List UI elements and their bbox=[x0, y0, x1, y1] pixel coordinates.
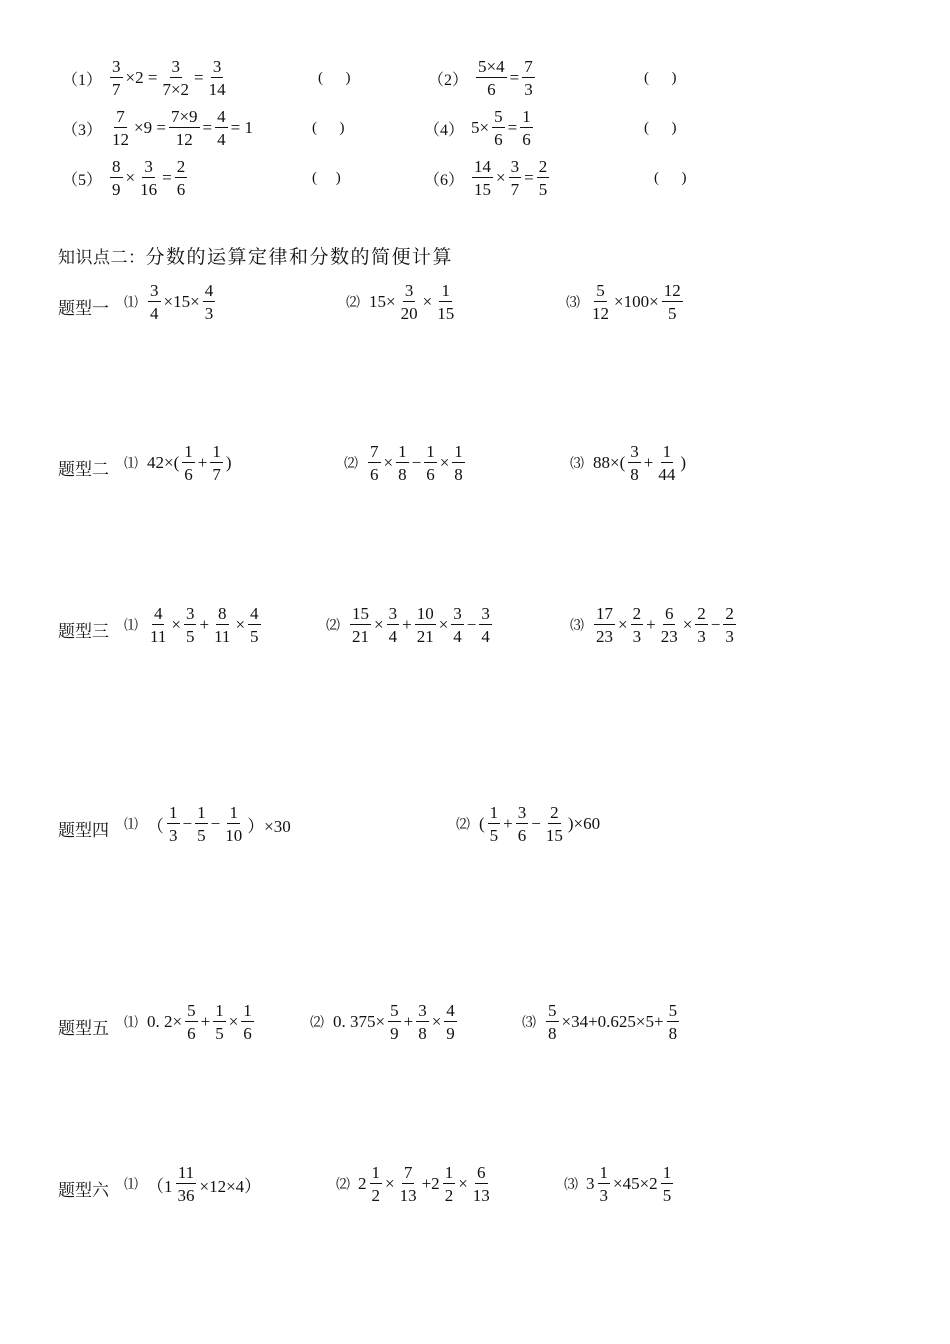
fraction: $\frac{1}{3}$ bbox=[599, 1163, 608, 1205]
problem-type-5 bbox=[58, 1002, 117, 1050]
math-expression: 88×( $\frac{3}{8}$ + $\frac{1}{44}$ ) bbox=[593, 442, 687, 484]
fraction: $\frac{17}{23}$ bbox=[596, 604, 613, 646]
fraction: $\frac{1}{8}$ bbox=[454, 442, 463, 484]
fraction: $\frac{4}{5}$ bbox=[250, 604, 259, 646]
fraction: $\frac{7}{13}$ bbox=[399, 1163, 417, 1205]
answer-blank[interactable]: ( ) bbox=[312, 170, 341, 186]
math-expression: $\frac{5}{8}$ ×34+0.625×5+ $\frac{5}{8}$ bbox=[548, 1001, 678, 1043]
fraction: $\frac{5}{6}$ bbox=[494, 107, 503, 149]
judge-expression: $\frac{8}{9}$ × $\frac{3}{16}$ = $\frac{2}{6}$ bbox=[112, 157, 186, 199]
problem-1-2 bbox=[346, 282, 458, 322]
fraction: $\frac{14}{15}$ bbox=[474, 157, 492, 199]
question-number: ⑵ bbox=[326, 619, 340, 634]
math-expression: 3 $\frac{1}{3}$ ×45×2 $\frac{1}{5}$ bbox=[586, 1163, 672, 1205]
math-expression: ( $\frac{1}{5}$ + $\frac{3}{6}$ − $\frac{2}{15}$ )×60 bbox=[479, 803, 601, 845]
fraction: $\frac{1}{6}$ bbox=[243, 1001, 252, 1043]
question-number: ⑴ bbox=[124, 457, 138, 472]
problem-2-1 bbox=[124, 443, 233, 483]
judge-label: （1） bbox=[62, 71, 103, 89]
judge-expression: $\frac{7}{12}$ ×9 = $\frac{7\times 9}{12}$ = $\frac{4}{4}$ = 1 bbox=[112, 107, 253, 149]
question-number: ⑵ bbox=[310, 1016, 324, 1031]
fraction: $\frac{3}{4}$ bbox=[388, 604, 398, 646]
question-number: ⑶ bbox=[570, 457, 584, 472]
fraction: $\frac{6}{23}$ bbox=[660, 604, 678, 646]
fraction: $\frac{15}{21}$ bbox=[352, 604, 369, 646]
problem-3-1 bbox=[124, 605, 263, 645]
fraction: $\frac{1}{44}$ bbox=[658, 442, 676, 484]
fraction: $\frac{2}{3}$ bbox=[697, 604, 706, 646]
section-title: 分数的运算定律和分数的简便计算 bbox=[145, 246, 454, 268]
fraction: $\frac{3}{4}$ bbox=[150, 281, 159, 323]
fraction: $\frac{1}{15}$ bbox=[437, 281, 455, 323]
question-number: ⑴ bbox=[124, 619, 138, 634]
judge-label: （5） bbox=[62, 171, 103, 189]
fraction: $\frac{3}{5}$ bbox=[185, 604, 195, 646]
question-number: ⑴ bbox=[124, 1016, 138, 1031]
math-expression: 0. 2× $\frac{5}{6}$ + $\frac{1}{5}$ × $\frac{1}{6}$ bbox=[147, 1001, 252, 1043]
problem-type-2 bbox=[58, 443, 117, 491]
problem-type-name: 题型一 bbox=[58, 298, 109, 318]
fraction: $\frac{7}{3}$ bbox=[524, 57, 533, 99]
judge-item-3 bbox=[62, 108, 254, 148]
fraction: $\frac{1}{6}$ bbox=[184, 442, 193, 484]
problem-5-3 bbox=[522, 1002, 681, 1042]
question-number: ⑵ bbox=[346, 296, 360, 311]
fraction: $\frac{4}{9}$ bbox=[446, 1001, 455, 1043]
fraction: $\frac{1}{5}$ bbox=[489, 803, 499, 845]
fraction: $\frac{4}{4}$ bbox=[217, 107, 226, 149]
problem-5-2 bbox=[310, 1002, 459, 1042]
problem-type-name: 题型二 bbox=[58, 459, 109, 479]
problem-3-3 bbox=[570, 605, 738, 645]
fraction: $\frac{1}{5}$ bbox=[197, 803, 206, 845]
problem-type-name: 题型四 bbox=[58, 820, 109, 840]
fraction: $\frac{11}{36}$ bbox=[177, 1163, 195, 1205]
question-number: ⑴ bbox=[124, 1178, 138, 1193]
math-expression: $\frac{4}{11}$ × $\frac{3}{5}$ + $\frac{8}{11}$ × $\frac{4}{5}$ bbox=[150, 604, 259, 646]
problem-3-2 bbox=[326, 605, 494, 645]
judge-label: （6） bbox=[424, 171, 465, 189]
fraction: $\frac{3}{7\times 2}$ bbox=[162, 57, 190, 99]
judge-label: （3） bbox=[62, 121, 103, 139]
fraction: $\frac{8}{9}$ bbox=[112, 157, 121, 199]
math-expression: 15× $\frac{3}{20}$ × $\frac{1}{15}$ bbox=[369, 281, 455, 323]
question-number: ⑴ bbox=[124, 296, 138, 311]
problem-2-3 bbox=[570, 443, 687, 483]
fraction: $\frac{8}{11}$ bbox=[214, 604, 231, 646]
judge-item-2 bbox=[428, 58, 537, 98]
fraction: $\frac{3}{4}$ bbox=[481, 604, 490, 646]
fraction: $\frac{1}{6}$ bbox=[426, 442, 435, 484]
fraction: $\frac{5}{9}$ bbox=[390, 1001, 399, 1043]
judge-expression: $\frac{14}{15}$ × $\frac{3}{7}$ = $\frac{2}{5}$ bbox=[474, 157, 548, 199]
problem-type-6 bbox=[58, 1164, 117, 1212]
problem-2-2 bbox=[344, 443, 467, 483]
fraction: $\frac{3}{16}$ bbox=[140, 157, 158, 199]
math-expression: $\frac{7}{6}$ × $\frac{1}{8}$ − $\frac{1}{6}$ × $\frac{1}{8}$ bbox=[370, 442, 463, 484]
answer-blank[interactable]: ( ) bbox=[644, 70, 677, 86]
fraction: $\frac{3}{14}$ bbox=[208, 57, 226, 99]
problem-type-name: 题型三 bbox=[58, 621, 109, 641]
judge-expression: $\frac{5\times 4}{6}$ = $\frac{7}{3}$ bbox=[478, 57, 533, 99]
answer-blank[interactable]: ( ) bbox=[318, 70, 351, 86]
fraction: $\frac{1}{6}$ bbox=[522, 107, 531, 149]
fraction: $\frac{4}{11}$ bbox=[150, 604, 167, 646]
math-expression: 42×( $\frac{1}{6}$ + $\frac{1}{7}$ ) bbox=[147, 442, 232, 484]
math-expression: $\frac{15}{21}$ × $\frac{3}{4}$ + $\frac{10}{21}$ × $\frac{3}{4}$ − $\frac{3}{4}$ bbox=[352, 604, 490, 646]
fraction: $\frac{2}{3}$ bbox=[725, 604, 734, 646]
question-number: ⑶ bbox=[570, 619, 584, 634]
fraction: $\frac{7}{12}$ bbox=[112, 107, 130, 149]
math-expression: （ $\frac{1}{3}$ − $\frac{1}{5}$ − $\frac{1}{10}$ ）×30 bbox=[147, 803, 291, 845]
problem-type-3 bbox=[58, 605, 117, 653]
judge-item-4 bbox=[424, 108, 535, 148]
fraction: $\frac{3}{20}$ bbox=[400, 281, 418, 323]
judge-expression: 5× $\frac{5}{6}$ = $\frac{1}{6}$ bbox=[471, 107, 531, 149]
fraction: $\frac{6}{13}$ bbox=[472, 1163, 490, 1205]
problem-5-1 bbox=[124, 1002, 256, 1042]
question-number: ⑶ bbox=[522, 1016, 536, 1031]
answer-blank[interactable]: ( ) bbox=[654, 170, 687, 186]
problem-6-1 bbox=[124, 1164, 262, 1204]
question-number: ⑶ bbox=[566, 296, 580, 311]
fraction: $\frac{2}{5}$ bbox=[538, 157, 548, 199]
fraction: $\frac{7\times 9}{12}$ bbox=[170, 107, 198, 149]
section-prefix: 知识点二： bbox=[58, 248, 146, 267]
answer-blank[interactable]: ( ) bbox=[312, 120, 345, 136]
fraction: $\frac{3}{8}$ bbox=[418, 1001, 427, 1043]
judge-expression: $\frac{3}{7}$ ×2 = $\frac{3}{7\times 2}$ = $\frac{3}{14}$ bbox=[112, 57, 226, 99]
fraction: $\frac{1}{10}$ bbox=[225, 803, 243, 845]
judge-label: （2） bbox=[428, 71, 469, 89]
problem-4-2 bbox=[456, 804, 601, 844]
fraction: $\frac{3}{7}$ bbox=[510, 157, 520, 199]
fraction: $\frac{3}{4}$ bbox=[453, 604, 462, 646]
problem-type-name: 题型六 bbox=[58, 1180, 109, 1200]
fraction: $\frac{1}{5}$ bbox=[662, 1163, 672, 1205]
fraction: $\frac{1}{7}$ bbox=[212, 442, 221, 484]
problem-type-name: 题型五 bbox=[58, 1018, 109, 1038]
judge-item-1 bbox=[62, 58, 230, 98]
math-expression: 0. 375× $\frac{5}{9}$ + $\frac{3}{8}$ × $\frac{4}{9}$ bbox=[333, 1001, 455, 1043]
fraction: $\frac{1}{5}$ bbox=[215, 1001, 224, 1043]
judge-item-6 bbox=[424, 158, 551, 198]
fraction: $\frac{3}{8}$ bbox=[630, 442, 639, 484]
fraction: $\frac{2}{6}$ bbox=[176, 157, 186, 199]
fraction: $\frac{10}{21}$ bbox=[416, 604, 434, 646]
fraction: $\frac{3}{6}$ bbox=[517, 803, 527, 845]
problem-type-1 bbox=[58, 282, 117, 330]
judge-label: （4） bbox=[424, 121, 465, 139]
fraction: $\frac{5\times 4}{6}$ bbox=[478, 57, 505, 99]
fraction: $\frac{7}{6}$ bbox=[370, 442, 379, 484]
math-expression: 2 $\frac{1}{2}$ × $\frac{7}{13}$ +2 $\frac{1}{2}$ × $\frac{6}{13}$ bbox=[358, 1163, 490, 1205]
problem-type-4 bbox=[58, 804, 117, 852]
problem-6-2 bbox=[336, 1164, 494, 1204]
fraction: $\frac{5}{8}$ bbox=[548, 1001, 557, 1043]
math-expression: $\frac{17}{23}$ × $\frac{2}{3}$ + $\frac{6}{23}$ × $\frac{2}{3}$ − $\frac{2}{3}$ bbox=[596, 604, 734, 646]
fraction: $\frac{5}{8}$ bbox=[668, 1001, 678, 1043]
problem-6-3 bbox=[564, 1164, 675, 1204]
problem-4-1 bbox=[124, 804, 292, 844]
fraction: $\frac{1}{2}$ bbox=[444, 1163, 454, 1205]
math-expression: $\frac{3}{4}$ ×15× $\frac{4}{3}$ bbox=[150, 281, 214, 323]
fraction: $\frac{4}{3}$ bbox=[204, 281, 214, 323]
question-number: ⑵ bbox=[344, 457, 358, 472]
fraction: $\frac{1}{2}$ bbox=[371, 1163, 380, 1205]
section-heading bbox=[58, 242, 453, 269]
math-expression: （1 $\frac{11}{36}$ ×12×4） bbox=[147, 1163, 262, 1205]
question-number: ⑵ bbox=[336, 1178, 350, 1193]
problem-1-1 bbox=[124, 282, 217, 322]
math-expression: $\frac{5}{12}$ ×100× $\frac{12}{5}$ bbox=[592, 281, 681, 323]
answer-blank[interactable]: ( ) bbox=[644, 120, 677, 136]
fraction: $\frac{2}{3}$ bbox=[632, 604, 642, 646]
question-number: ⑶ bbox=[564, 1178, 578, 1193]
fraction: $\frac{5}{6}$ bbox=[187, 1001, 196, 1043]
fraction: $\frac{3}{7}$ bbox=[112, 57, 121, 99]
fraction: $\frac{1}{3}$ bbox=[169, 803, 178, 845]
judge-item-5 bbox=[62, 158, 189, 198]
fraction: $\frac{12}{5}$ bbox=[663, 281, 681, 323]
fraction: $\frac{1}{8}$ bbox=[398, 442, 407, 484]
fraction: $\frac{2}{15}$ bbox=[545, 803, 563, 845]
question-number: ⑴ bbox=[124, 818, 138, 833]
problem-1-3 bbox=[566, 282, 685, 322]
question-number: ⑵ bbox=[456, 818, 470, 833]
fraction: $\frac{5}{12}$ bbox=[592, 281, 609, 323]
